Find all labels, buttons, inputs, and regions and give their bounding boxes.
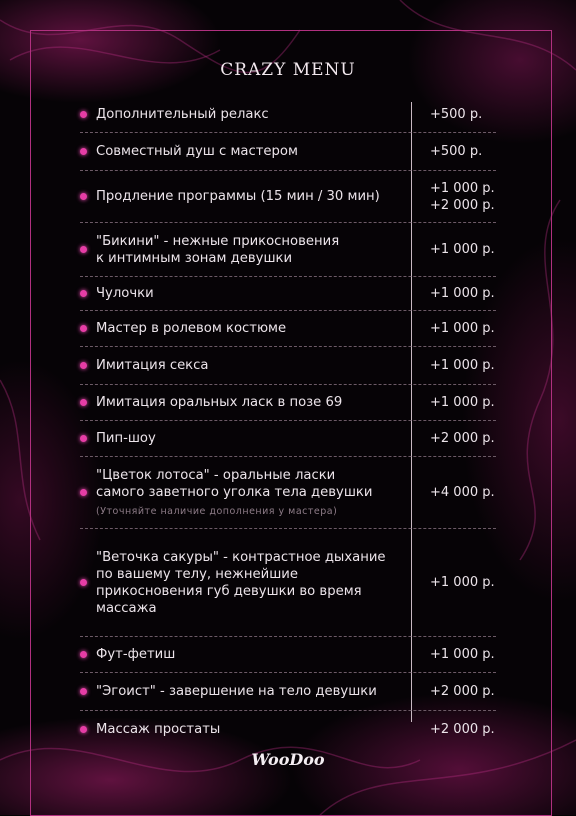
menu-item-label: Мастер в ролевом костюме bbox=[96, 321, 287, 336]
bullet-icon bbox=[80, 726, 87, 733]
menu-item bbox=[80, 171, 496, 223]
bullet-icon bbox=[80, 489, 87, 496]
menu-item-label: "Веточка сакуры" - контрастное дыхание по вашему телу, нежнейшие прикосновения губ девушки во время массажа bbox=[96, 549, 386, 616]
menu-item-label: Чулочки bbox=[96, 286, 154, 301]
menu-item bbox=[80, 277, 496, 311]
menu-item bbox=[80, 637, 496, 673]
menu-item bbox=[80, 347, 496, 385]
menu-item-price: +1 000 р. bbox=[430, 647, 495, 662]
menu-item-label: Фут-фетиш bbox=[96, 647, 176, 662]
menu-item-price: +2 000 р. bbox=[430, 431, 495, 446]
bullet-icon bbox=[80, 435, 87, 442]
menu-item-price: +1 000 р. bbox=[430, 575, 495, 590]
bullet-icon bbox=[80, 399, 87, 406]
menu-item-price: +2 000 р. bbox=[430, 684, 495, 699]
menu-item-price: +500 р. bbox=[430, 144, 483, 159]
menu-item bbox=[80, 223, 496, 277]
bullet-icon bbox=[80, 193, 87, 200]
menu-item-price: +1 000 р. bbox=[430, 358, 495, 373]
menu-item bbox=[80, 311, 496, 347]
bullet-icon bbox=[80, 579, 87, 586]
bullet-icon bbox=[80, 325, 87, 332]
menu-item bbox=[80, 711, 496, 747]
menu-item-label: Совместный душ с мастером bbox=[96, 144, 298, 159]
menu-item bbox=[80, 457, 496, 529]
bullet-icon bbox=[80, 362, 87, 369]
menu-item-label: "Бикини" - нежные прикосновения к интимным зонам девушки bbox=[96, 233, 340, 266]
menu-item-price: +500 р. bbox=[430, 107, 483, 122]
bullet-icon bbox=[80, 290, 87, 297]
bullet-icon bbox=[80, 651, 87, 658]
menu-list bbox=[80, 97, 496, 747]
menu-item-label: Имитация секса bbox=[96, 358, 209, 373]
brand-logo: WooDoo bbox=[251, 750, 325, 769]
menu-item bbox=[80, 421, 496, 457]
menu-item-label: Массаж простаты bbox=[96, 721, 221, 737]
menu-item bbox=[80, 133, 496, 171]
menu-item-label: "Эгоист" - завершение на тело девушки bbox=[96, 684, 377, 699]
menu-item-price: +1 000 р. bbox=[430, 286, 495, 301]
menu-title: CRAZY MENU bbox=[220, 60, 356, 80]
bullet-icon bbox=[80, 688, 87, 695]
menu-item-label: Продление программы (15 мин / 30 мин) bbox=[96, 189, 380, 204]
menu-item-note: (Уточняйте наличие дополнения у мастера) bbox=[96, 506, 338, 517]
menu-item-price: +1 000 р. bbox=[430, 395, 495, 410]
menu-item-price: +1 000 р. bbox=[430, 321, 495, 336]
bullet-icon bbox=[80, 148, 87, 155]
menu-item bbox=[80, 529, 496, 637]
menu-item-price: +1 000 р. bbox=[430, 242, 495, 257]
menu-item-label: Пип-шоу bbox=[96, 431, 156, 446]
menu-item bbox=[80, 385, 496, 421]
menu-item-label: "Цветок лотоса" - оральные ласки самого заветного уголка тела девушки (Уточняйте наличие дополнения у мастера) bbox=[96, 467, 406, 518]
menu-item-label: Дополнительный релакс bbox=[96, 107, 269, 122]
menu-item bbox=[80, 97, 496, 133]
menu-item-price: +2 000 р. bbox=[430, 721, 495, 737]
menu-item-price: +4 000 р. bbox=[430, 485, 495, 500]
menu-item-price: +1 000 р. +2 000 р. bbox=[430, 180, 495, 213]
bullet-icon bbox=[80, 246, 87, 253]
menu-item-label: Имитация оральных ласк в позе 69 bbox=[96, 395, 343, 410]
bullet-icon bbox=[80, 111, 87, 118]
menu-item bbox=[80, 673, 496, 711]
